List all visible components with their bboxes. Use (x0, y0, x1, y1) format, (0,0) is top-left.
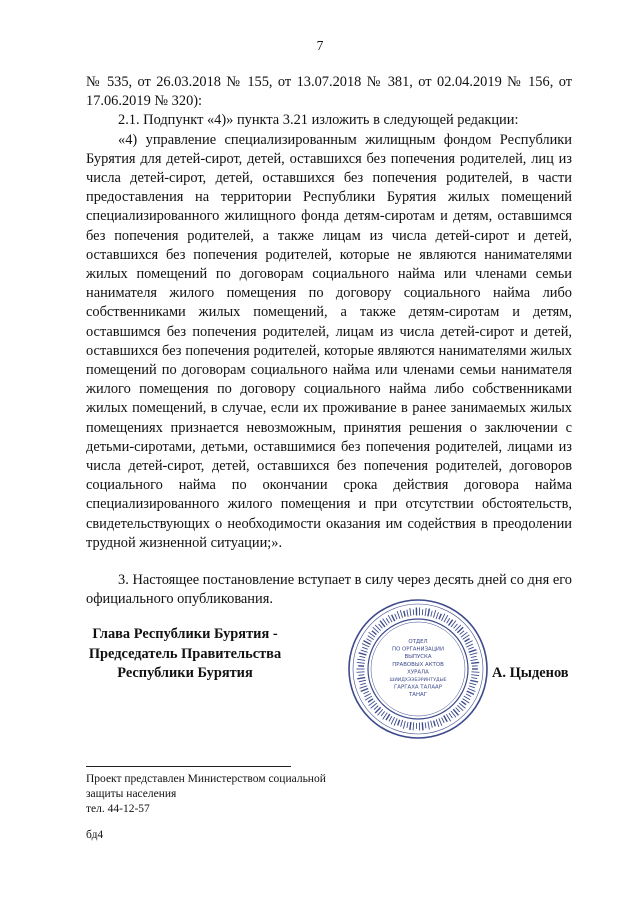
seal-ring-glyph (425, 723, 426, 729)
seal-center-line: ХУРАЛА (407, 669, 429, 676)
seal-ring-glyph (464, 696, 470, 700)
footnote-phone: тел. 44-12-57 (86, 803, 150, 816)
seal-ring-glyph (394, 718, 397, 725)
seal-ring-glyph (359, 680, 366, 682)
seal-ring-glyph (413, 722, 414, 730)
seal-center-line: ТАНАГ (408, 692, 428, 699)
seal-ring-glyph (449, 713, 452, 718)
seal-ring-glyph (431, 721, 433, 728)
paragraph-continuation: № 535, от 26.03.2018 № 155, от 13.07.2018 № 381, от 02.04.2019 № 156, от 17.06.2019 № 320): (86, 74, 572, 110)
seal-ring-glyph (470, 659, 477, 660)
seal-ring-glyph (379, 624, 383, 628)
seal-ring-glyph (425, 608, 426, 616)
seal-center-line: ШИИДХЭЭБЭРИНТУДЫЕ (389, 678, 447, 683)
seal-ring-glyph (366, 639, 371, 642)
seal-ring-glyph (372, 631, 377, 635)
seal-ring-glyph (363, 691, 368, 693)
seal-ring-glyph (395, 614, 397, 619)
seal-ring-glyph (359, 656, 365, 657)
seal-ring-glyph (471, 678, 477, 679)
seal-ring-glyph (422, 722, 423, 730)
footnote-code: бд4 (86, 828, 104, 841)
seal-ring-glyph (407, 722, 408, 728)
paragraph-amendment-quote: «4) управление специализированным жилищным фондом Республики Бурятия для детей-сирот, детей, оставшихся без попечения родителей, лиц из числа детей-сирот, детей, оставшихся без попечения родителей, в части предоставления на территории Республики Бурятия жилых помещений специализированного жилищного фонда детям-сиротам и детям, оставшимся без попечения родителей, а также лицам из числа детей-сирот и детей, оставшихся без попечения родителей, которые не являются нанимателями жилых помещений по договорам социального найма или членами семьи нанимателя жилого помещения по договору социального найма либо собственниками жилых помещений, а также детям-сиротам и детям, оставшимся без попечения родителей, лицам из числа детей-сирот и детей, оставшихся без попечения родителей, которые являются нанимателями жилых помещений по договорам социального найма или членами семьи нанимателя жилого помещения по договору социального найма либо собственниками жилых помещений, в случае, если их проживание в ранее занимаемых жилых помещениях признается невозможным, принятия решения о заключении с детьми-сиротами, детьми, оставшимися без попечения родителей, лицами из числа детей-сирот, детей, оставшихся без попечения родителей, договоров социального найма по окончании срока действия договора найма специализированного жилого помещения и при отсутствии обстоятельств, свидетельствующих о необходимости оказания им содействия в преодолении трудной жизненной ситуации;». (86, 131, 572, 551)
signatory-title-line-1: Глава Республики Бурятия - (92, 626, 278, 642)
paragraph-3: 3. Настоящее постановление вступает в силу через десять дней со дня его официального опубликования. (86, 572, 572, 608)
seal-ring-glyph (436, 612, 438, 619)
seal-center-line: ВЫПУСКА (404, 654, 432, 661)
signatory-name: А. Цыденов (492, 665, 569, 681)
seal-center-line: ПО ОРГАНИЗАЦИИ (392, 646, 444, 653)
seal-ring-glyph (469, 650, 477, 653)
seal-ring-glyph (359, 653, 367, 655)
footnote-divider (86, 766, 291, 767)
footnote-line-1: Проект представлен Министерством социальной (86, 773, 326, 785)
seal-ring-glyph (386, 714, 390, 720)
seal-ring-glyph (364, 694, 370, 697)
seal-ring-glyph (468, 647, 474, 649)
signatory-title-line-2: Председатель Правительства (88, 645, 282, 662)
seal-ring-glyph (439, 718, 442, 725)
seal-ring-glyph (436, 719, 439, 727)
seal-ring-glyph (400, 610, 402, 618)
page-number: 7 (316, 38, 324, 53)
seal-ring-glyph (431, 611, 432, 617)
seal-ring-glyph (388, 615, 392, 622)
seal-ring-glyph (444, 715, 447, 721)
seal-ring-glyph (362, 647, 368, 649)
seal-ring-glyph (357, 659, 365, 660)
seal-center-line: ОТДЕЛ (408, 639, 428, 645)
seal-ring-glyph (389, 716, 392, 721)
seal-ring-glyph (360, 686, 368, 689)
seal-ring-glyph (403, 721, 405, 729)
seal-ring-glyph (392, 615, 395, 621)
seal-ring-glyph (470, 653, 478, 655)
seal-ring-glyph (428, 609, 429, 617)
seal-ring-glyph (460, 631, 465, 635)
seal-ring-glyph (401, 720, 403, 727)
seal-ring-glyph (398, 720, 400, 726)
seal-ring-glyph (410, 722, 411, 730)
seal-ring-glyph (433, 610, 435, 618)
seal-ring-glyph (404, 611, 405, 617)
footnote (86, 772, 386, 843)
seal-ring-glyph (386, 618, 389, 623)
seal-ring-glyph (397, 611, 400, 619)
seal-ring-glyph (357, 662, 365, 663)
official-seal (347, 598, 489, 740)
seal-ring-glyph (358, 675, 364, 676)
seal-center-line: ГАРГАХА ТАЛААР (394, 684, 442, 691)
seal-ring-glyph (456, 708, 460, 712)
seal-ring-glyph (468, 688, 475, 691)
signatory-title (80, 625, 290, 684)
seal-ring-glyph (362, 644, 369, 647)
seal-ring-glyph (361, 650, 368, 652)
footnote-line-2: защиты населения (86, 788, 177, 801)
paragraph-gap (86, 553, 572, 571)
seal-ring-glyph (471, 675, 479, 676)
seal-ring-glyph (357, 678, 365, 679)
seal-ring-glyph (410, 608, 411, 616)
seal-ring-glyph (434, 721, 436, 727)
document-body (86, 73, 572, 609)
seal-ring-glyph (449, 620, 453, 626)
seal-ring-glyph (447, 618, 450, 623)
seal-ring-glyph (461, 701, 466, 705)
paragraph-2-1: 2.1. Подпункт «4)» пункта 3.21 изложить в следующей редакции: (118, 112, 519, 129)
seal-ring-glyph (469, 683, 476, 685)
seal-ring-glyph (471, 662, 479, 663)
signatory-title-line-3: Республики Бурятия (117, 665, 253, 681)
seal-ring-glyph (444, 615, 448, 622)
seal-ring-glyph (428, 722, 429, 730)
seal-ring-glyph (467, 691, 474, 694)
seal-ring-glyph (465, 639, 470, 642)
seal-ring-glyph (441, 614, 444, 621)
seal-ring-glyph (361, 688, 368, 691)
seal-ring-glyph (466, 644, 473, 647)
seal-ring-glyph (391, 717, 394, 724)
seal-ring-glyph (360, 683, 366, 685)
seal-ring-glyph (454, 624, 458, 628)
seal-ring-glyph (368, 699, 373, 702)
seal-ring-glyph (471, 656, 477, 657)
seal-ring-glyph (407, 610, 408, 617)
seal-ring-glyph (381, 711, 385, 716)
seal-ring-glyph (469, 686, 475, 688)
seal-ring-glyph (363, 641, 370, 645)
seal-center-line: ПРАВОВЫХ АКТОВ (392, 661, 444, 668)
seal-ring-glyph (368, 636, 374, 640)
seal-ring-glyph (470, 680, 478, 682)
seal-ring-glyph (466, 694, 471, 697)
seal-ring-glyph (374, 706, 378, 710)
seal-ring-glyph (439, 614, 441, 619)
seal-ring-glyph (442, 718, 445, 723)
